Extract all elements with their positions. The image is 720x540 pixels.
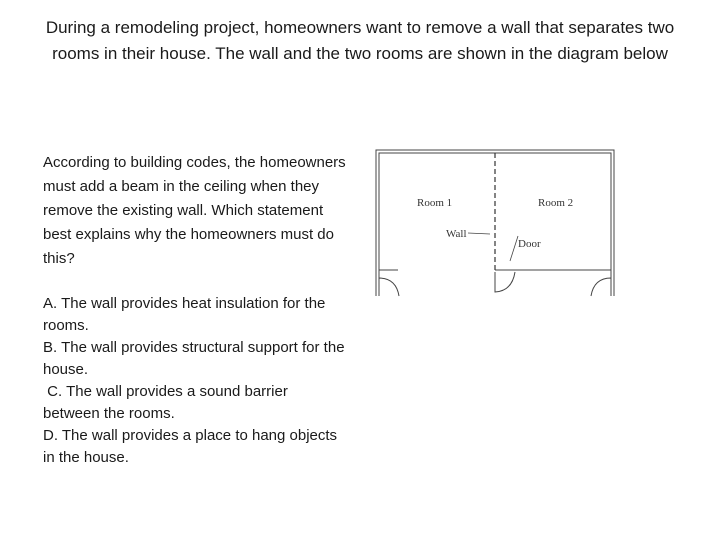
left-door-swing xyxy=(379,278,399,296)
interior-door-swing xyxy=(495,272,515,292)
choice-d: D. The wall provides a place to hang objects in the house. xyxy=(43,427,342,466)
floor-plan-diagram xyxy=(370,145,620,305)
right-door-swing xyxy=(591,278,611,296)
choice-a: A. The wall provides heat insulation for the rooms. xyxy=(43,295,330,334)
door-label: Door xyxy=(518,238,541,250)
door-leader-line xyxy=(510,236,518,261)
choice-c: C. The wall provides a sound barrier between the rooms. xyxy=(43,383,293,422)
choice-b: B. The wall provides structural support for the house. xyxy=(43,339,349,378)
wall-leader-line xyxy=(468,233,490,234)
wall-label: Wall xyxy=(446,228,467,240)
room-1-label: Room 1 xyxy=(417,197,453,209)
answer-choices xyxy=(43,293,348,469)
intro-paragraph: During a remodeling project, homeowners want to remove a wall that separates two rooms in their house. The wall and the two rooms are shown in the diagram below xyxy=(45,18,675,63)
room-2-label: Room 2 xyxy=(538,197,574,209)
question-text: According to building codes, the homeowners must add a beam in the ceiling when they remove the existing wall. Which statement best explains why the homeowners must do this? xyxy=(43,154,346,267)
